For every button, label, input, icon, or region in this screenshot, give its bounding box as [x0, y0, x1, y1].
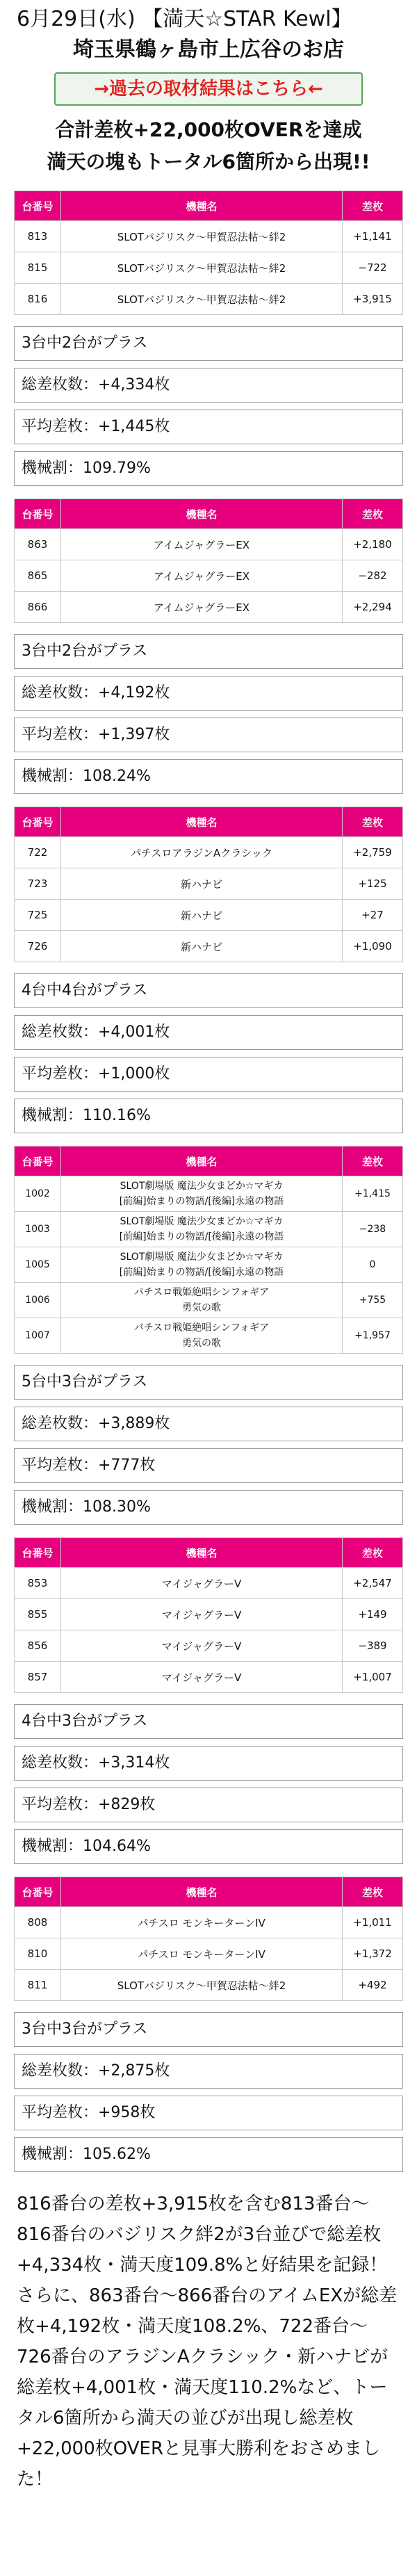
table-header-row: [15, 1538, 403, 1568]
machine-payout-rate: 機械割：108.24%: [14, 759, 403, 794]
average-difference: 平均差枚：+777枚: [14, 1448, 403, 1483]
coin-difference: −722: [343, 252, 403, 284]
machine-name: [61, 252, 343, 284]
column-header-diff: 差枚: [343, 1877, 403, 1907]
table-row: [15, 1247, 403, 1283]
machine-name-line-1: 新ハナビ: [180, 940, 222, 953]
table-row: [15, 1212, 403, 1247]
machine-number: 726: [15, 931, 61, 962]
machine-name: [61, 1970, 343, 2001]
results-table: [14, 1877, 403, 2001]
past-results-link[interactable]: →過去の取材結果はこちら←: [54, 72, 363, 106]
machine-number: 866: [15, 592, 61, 623]
machine-number: 856: [15, 1630, 61, 1662]
machine-number: 857: [15, 1662, 61, 1693]
machine-name-line-1: マイジャグラーV: [161, 1639, 242, 1653]
total-difference: 総差枚数：+4,334枚: [14, 368, 403, 403]
column-header-machine: 機種名: [61, 499, 343, 529]
machine-number: 810: [15, 1938, 61, 1970]
machine-number: 855: [15, 1599, 61, 1630]
machine-number: 811: [15, 1970, 61, 2001]
summary-text: 816番台の差枚+3,915枚を含む813番台〜816番台のバジリスク絆2が3台並びで総差枚+4,334枚・満天度109.8%と好結果を記録！さらに、863番台〜866番台のアイムEXが総差枚+4,192枚・満天度108.2%、722番台〜726番台のアラジンAクラシック・新ハナビが総差枚+4,001枚・満天度110.2%など、トータル6箇所から満天の並びが出現し総差枚+22,000枚OVERと見事大勝利をおさめました！: [17, 2194, 398, 2490]
average-difference: 平均差枚：+1,397枚: [14, 718, 403, 752]
machine-number: 1007: [15, 1318, 61, 1354]
machine-name-line-2: 勇気の歌: [182, 1302, 221, 1313]
plus-count: 5台中3台がプラス: [14, 1365, 403, 1400]
machine-number: 808: [15, 1907, 61, 1938]
column-header-diff: 差枚: [343, 1147, 403, 1176]
results-table: [14, 191, 403, 315]
column-header-machine: 機種名: [61, 1538, 343, 1568]
table-row: [15, 1938, 403, 1970]
coin-difference: +755: [343, 1283, 403, 1318]
table-row: [15, 529, 403, 560]
machine-name: [61, 1662, 343, 1693]
machine-name-line-1: SLOT劇場版 魔法少女まどか☆マギカ: [120, 1216, 284, 1227]
column-header-number: 台番号: [15, 807, 61, 837]
coin-difference: +2,294: [343, 592, 403, 623]
machine-name: [61, 1176, 343, 1212]
column-header-number: 台番号: [15, 1538, 61, 1568]
machine-name-line-1: 新ハナビ: [180, 909, 222, 922]
machine-name-line-1: パチスロ戦姫絶唱シンフォギア: [133, 1287, 270, 1298]
coin-difference: −238: [343, 1212, 403, 1247]
result-group: [14, 191, 403, 486]
machine-number: 1002: [15, 1176, 61, 1212]
machine-name-line-1: SLOTバジリスク〜甲賀忍法帖〜絆2: [117, 261, 286, 275]
machine-name: [61, 900, 343, 931]
machine-name-line-1: アイムジャグラーEX: [153, 601, 250, 614]
coin-difference: +3,915: [343, 284, 403, 315]
result-group: [14, 807, 403, 1133]
results-table: [14, 1537, 403, 1693]
average-difference: 平均差枚：+958枚: [14, 2096, 403, 2130]
lead-line-2: 満天の塊もトータル6箇所から出現!!: [47, 150, 370, 173]
results-table: [14, 807, 403, 962]
machine-number: 1003: [15, 1212, 61, 1247]
machine-name-line-1: 新ハナビ: [180, 877, 222, 891]
coin-difference: +149: [343, 1599, 403, 1630]
column-header-number: 台番号: [15, 191, 61, 221]
plus-count: 4台中3台がプラス: [14, 1704, 403, 1739]
table-row: [15, 1970, 403, 2001]
machine-name: [61, 592, 343, 623]
machine-name-line-2: 勇気の歌: [182, 1338, 221, 1349]
table-header-row: [15, 191, 403, 221]
lead-line-1: 合計差枚+22,000枚OVERを達成: [55, 118, 362, 141]
group-stats: [14, 2012, 403, 2172]
machine-name: [61, 868, 343, 900]
column-header-diff: 差枚: [343, 807, 403, 837]
result-group: [14, 1537, 403, 1864]
results-table: [14, 499, 403, 623]
page-title: 6月29日(水) 【満天☆STAR Kewl】: [17, 7, 352, 31]
machine-number: 1006: [15, 1283, 61, 1318]
table-row: [15, 837, 403, 868]
table-row: [15, 252, 403, 284]
total-difference: 総差枚数：+4,192枚: [14, 676, 403, 711]
machine-name-line-1: パチスロアラジンAクラシック: [131, 846, 272, 859]
machine-name-line-1: SLOTバジリスク〜甲賀忍法帖〜絆2: [117, 293, 286, 306]
machine-name-line-1: アイムジャグラーEX: [153, 569, 250, 583]
article: [14, 0, 403, 2495]
machine-name: [61, 1907, 343, 1938]
group-stats: [14, 634, 403, 794]
coin-difference: +1,372: [343, 1938, 403, 1970]
coin-difference: +2,547: [343, 1568, 403, 1599]
table-row: [15, 1662, 403, 1693]
machine-number: 853: [15, 1568, 61, 1599]
machine-name: [61, 529, 343, 560]
machine-name: [61, 1599, 343, 1630]
machine-name-line-1: パチスロ戦姫絶唱シンフォギア: [133, 1322, 270, 1334]
group-stats: [14, 1365, 403, 1525]
machine-payout-rate: 機械割：109.79%: [14, 451, 403, 486]
machine-payout-rate: 機械割：108.30%: [14, 1490, 403, 1525]
coin-difference: 0: [343, 1247, 403, 1283]
result-group: [14, 499, 403, 794]
machine-name-line-1: マイジャグラーV: [161, 1608, 242, 1621]
table-row: [15, 221, 403, 252]
column-header-diff: 差枚: [343, 191, 403, 221]
table-header-row: [15, 1877, 403, 1907]
machine-payout-rate: 機械割：104.64%: [14, 1829, 403, 1864]
machine-name: [61, 837, 343, 868]
table-header-row: [15, 807, 403, 837]
results-table: [14, 1146, 403, 1354]
coin-difference: +1,415: [343, 1176, 403, 1212]
coin-difference: +2,180: [343, 529, 403, 560]
machine-payout-rate: 機械割：110.16%: [14, 1099, 403, 1133]
machine-name: [61, 1318, 343, 1354]
column-header-machine: 機種名: [61, 1877, 343, 1907]
machine-name: [61, 1568, 343, 1599]
coin-difference: +1,007: [343, 1662, 403, 1693]
machine-name-line-1: SLOTバジリスク〜甲賀忍法帖〜絆2: [117, 1979, 286, 1992]
machine-number: 863: [15, 529, 61, 560]
coin-difference: +492: [343, 1970, 403, 2001]
table-header-row: [15, 499, 403, 529]
coin-difference: +1,090: [343, 931, 403, 962]
column-header-machine: 機種名: [61, 1147, 343, 1176]
machine-number: 722: [15, 837, 61, 868]
machine-name: [61, 1247, 343, 1283]
table-row: [15, 868, 403, 900]
group-stats: [14, 973, 403, 1133]
plus-count: 3台中3台がプラス: [14, 2012, 403, 2047]
machine-name-line-1: SLOT劇場版 魔法少女まどか☆マギカ: [120, 1181, 284, 1192]
coin-difference: +2,759: [343, 837, 403, 868]
column-header-diff: 差枚: [343, 499, 403, 529]
plus-count: 3台中2台がプラス: [14, 634, 403, 669]
average-difference: 平均差枚：+829枚: [14, 1788, 403, 1822]
machine-number: 815: [15, 252, 61, 284]
machine-name: [61, 560, 343, 592]
coin-difference: −389: [343, 1630, 403, 1662]
machine-number: 723: [15, 868, 61, 900]
table-row: [15, 1283, 403, 1318]
machine-name-line-1: マイジャグラーV: [161, 1577, 242, 1590]
coin-difference: −282: [343, 560, 403, 592]
machine-name-line-1: アイムジャグラーEX: [153, 538, 250, 551]
machine-name-line-2: [前編]始まりの物語/[後編]永遠の物語: [119, 1196, 284, 1207]
machine-name-line-1: SLOT劇場版 魔法少女まどか☆マギカ: [120, 1251, 284, 1263]
coin-difference: +1,011: [343, 1907, 403, 1938]
table-row: [15, 900, 403, 931]
total-difference: 総差枚数：+3,314枚: [14, 1746, 403, 1781]
table-row: [15, 1907, 403, 1938]
table-row: [15, 592, 403, 623]
column-header-number: 台番号: [15, 1877, 61, 1907]
table-row: [15, 1630, 403, 1662]
result-group: [14, 1146, 403, 1525]
table-row: [15, 560, 403, 592]
machine-payout-rate: 機械割：105.62%: [14, 2137, 403, 2172]
machine-name: [61, 221, 343, 252]
machine-name-line-1: マイジャグラーV: [161, 1671, 242, 1684]
coin-difference: +1,141: [343, 221, 403, 252]
machine-name: [61, 1283, 343, 1318]
table-header-row: [15, 1147, 403, 1176]
machine-number: 865: [15, 560, 61, 592]
coin-difference: +125: [343, 868, 403, 900]
machine-name-line-2: [前編]始まりの物語/[後編]永遠の物語: [119, 1231, 284, 1242]
total-difference: 総差枚数：+2,875枚: [14, 2054, 403, 2089]
machine-number: 725: [15, 900, 61, 931]
column-header-diff: 差枚: [343, 1538, 403, 1568]
machine-name: [61, 284, 343, 315]
total-difference: 総差枚数：+4,001枚: [14, 1015, 403, 1050]
machine-name-line-1: パチスロ モンキーターンIV: [138, 1947, 265, 1961]
column-header-machine: 機種名: [61, 807, 343, 837]
result-group: [14, 1877, 403, 2172]
total-difference: 総差枚数：+3,889枚: [14, 1407, 403, 1441]
table-row: [15, 284, 403, 315]
machine-name-line-1: SLOTバジリスク〜甲賀忍法帖〜絆2: [117, 230, 286, 243]
average-difference: 平均差枚：+1,000枚: [14, 1057, 403, 1092]
coin-difference: +1,957: [343, 1318, 403, 1354]
machine-name-line-2: [前編]始まりの物語/[後編]永遠の物語: [119, 1267, 284, 1278]
column-header-number: 台番号: [15, 1147, 61, 1176]
table-row: [15, 1318, 403, 1354]
column-header-machine: 機種名: [61, 191, 343, 221]
table-row: [15, 1599, 403, 1630]
machine-name: [61, 1630, 343, 1662]
machine-number: 816: [15, 284, 61, 315]
store-location: 埼玉県鶴ヶ島市上広谷のお店: [73, 38, 344, 62]
table-row: [15, 931, 403, 962]
machine-number: 1005: [15, 1247, 61, 1283]
machine-name: [61, 931, 343, 962]
column-header-number: 台番号: [15, 499, 61, 529]
group-stats: [14, 326, 403, 486]
machine-number: 813: [15, 221, 61, 252]
table-row: [15, 1176, 403, 1212]
average-difference: 平均差枚：+1,445枚: [14, 410, 403, 444]
plus-count: 3台中2台がプラス: [14, 326, 403, 361]
machine-name-line-1: パチスロ モンキーターンIV: [138, 1916, 265, 1929]
plus-count: 4台中4台がプラス: [14, 973, 403, 1008]
coin-difference: +27: [343, 900, 403, 931]
group-stats: [14, 1704, 403, 1864]
machine-name: [61, 1938, 343, 1970]
results-groups: [14, 191, 403, 2172]
table-row: [15, 1568, 403, 1599]
machine-name: [61, 1212, 343, 1247]
